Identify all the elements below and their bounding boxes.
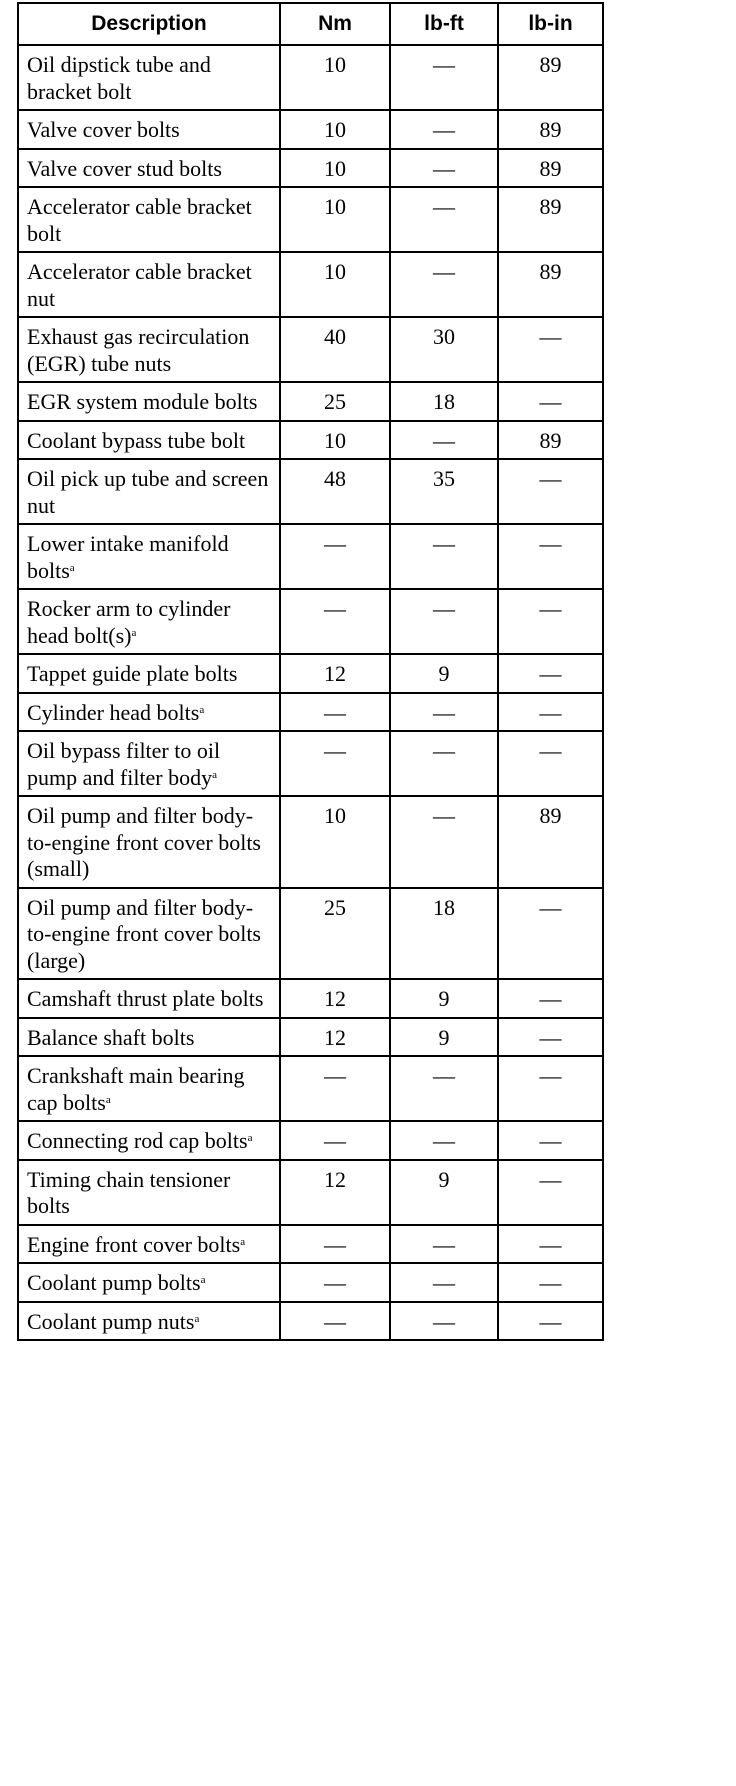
description-text: Timing chain tensioner bolts — [27, 1166, 231, 1218]
lb-in-value-cell: — — [498, 693, 603, 732]
nm-value-cell: 10 — [280, 187, 390, 252]
table-row — [18, 796, 603, 888]
footnote-marker: a — [199, 703, 205, 716]
footnote-marker: a — [247, 1132, 253, 1144]
description-text: Oil pick up tube and screen nut — [27, 466, 269, 518]
description-cell — [18, 524, 280, 589]
lb-in-value-cell: — — [498, 1056, 603, 1121]
footnote-marker: a — [194, 1312, 200, 1325]
lb-ft-value-cell: 9 — [390, 979, 498, 1018]
lb-in-value-cell: — — [498, 382, 603, 421]
description-text: Tappet guide plate bolts — [27, 661, 238, 686]
nm-value-cell: 10 — [280, 45, 390, 110]
footnote-marker: a — [105, 1093, 111, 1106]
nm-value-cell: 10 — [280, 421, 390, 460]
lb-in-value-cell: 89 — [498, 421, 603, 460]
lb-ft-value-cell: — — [390, 149, 498, 188]
description-cell — [18, 1302, 280, 1341]
table-row — [18, 382, 603, 421]
table-row — [18, 149, 603, 188]
lb-ft-value-cell: — — [390, 1121, 498, 1160]
torque-spec-table — [17, 2, 604, 1341]
description-text: Coolant pump bolts — [27, 1270, 201, 1295]
table-row — [18, 1121, 603, 1160]
description-text: Engine front cover bolts — [27, 1231, 241, 1257]
table-row — [18, 1056, 603, 1121]
nm-value-cell: — — [280, 1225, 390, 1264]
description-cell — [18, 317, 280, 382]
description-cell — [18, 979, 280, 1018]
description-text: Valve cover stud bolts — [27, 155, 222, 181]
table-row — [18, 459, 603, 524]
description-cell — [18, 654, 280, 693]
column-header-lb-ft: lb-ft — [390, 3, 498, 45]
nm-value-cell: 12 — [280, 654, 390, 693]
description-text: Oil pump and filter body-to-engine front cover bolts (large) — [27, 894, 261, 973]
lb-in-value-cell: — — [498, 731, 603, 796]
nm-value-cell: — — [280, 1056, 390, 1121]
description-cell — [18, 589, 280, 654]
description-cell — [18, 421, 280, 460]
lb-in-value-cell: — — [498, 1302, 603, 1341]
lb-in-value-cell: — — [498, 1018, 603, 1057]
lb-in-value-cell: 89 — [498, 187, 603, 252]
table-row — [18, 45, 603, 110]
lb-in-value-cell: 89 — [498, 252, 603, 317]
lb-in-value-cell: 89 — [498, 110, 603, 149]
description-cell — [18, 252, 280, 317]
table-row — [18, 187, 603, 252]
description-cell — [18, 459, 280, 524]
nm-value-cell: — — [280, 1121, 390, 1160]
nm-value-cell: 40 — [280, 317, 390, 382]
lb-in-value-cell: 89 — [498, 796, 603, 888]
description-text: Camshaft thrust plate bolts — [27, 986, 264, 1011]
lb-ft-value-cell: — — [390, 1302, 498, 1341]
nm-value-cell: 12 — [280, 1018, 390, 1057]
nm-value-cell: 25 — [280, 382, 390, 421]
footnote-marker: a — [131, 626, 137, 639]
description-cell — [18, 693, 280, 732]
nm-value-cell: 10 — [280, 110, 390, 149]
column-header-description: Description — [18, 3, 280, 45]
description-text: Crankshaft main bearing cap bolts — [27, 1063, 245, 1115]
lb-in-value-cell: — — [498, 459, 603, 524]
description-text: EGR system module bolts — [27, 389, 258, 414]
nm-value-cell: 25 — [280, 888, 390, 980]
lb-ft-value-cell: — — [390, 187, 498, 252]
description-text: Oil bypass filter to oil pump and filter body — [27, 738, 221, 790]
description-text: Balance shaft bolts — [27, 1024, 195, 1050]
description-text: Connecting rod cap bolts — [27, 1128, 248, 1153]
lb-ft-value-cell: 35 — [390, 459, 498, 524]
nm-value-cell: 10 — [280, 252, 390, 317]
lb-ft-value-cell: — — [390, 45, 498, 110]
table-row — [18, 524, 603, 589]
lb-in-value-cell: — — [498, 1225, 603, 1264]
table-row — [18, 888, 603, 980]
table-row — [18, 979, 603, 1018]
lb-ft-value-cell: — — [390, 252, 498, 317]
description-text: Oil dipstick tube and bracket bolt — [27, 52, 211, 104]
description-cell — [18, 382, 280, 421]
lb-ft-value-cell: 9 — [390, 1018, 498, 1057]
description-cell — [18, 1056, 280, 1121]
nm-value-cell: — — [280, 693, 390, 732]
description-text: Lower intake manifold bolts — [27, 531, 229, 583]
lb-in-value-cell: — — [498, 524, 603, 589]
table-row — [18, 421, 603, 460]
description-text: Oil pump and filter body-to-engine front cover bolts (small) — [27, 803, 261, 881]
lb-ft-value-cell: — — [390, 1225, 498, 1264]
nm-value-cell: 10 — [280, 149, 390, 188]
nm-value-cell: 10 — [280, 796, 390, 888]
table-row — [18, 1160, 603, 1225]
description-text: Valve cover bolts — [27, 117, 180, 142]
lb-ft-value-cell: — — [390, 1263, 498, 1302]
table-row — [18, 110, 603, 149]
description-cell — [18, 1160, 280, 1225]
nm-value-cell: — — [280, 1302, 390, 1341]
lb-ft-value-cell: — — [390, 524, 498, 589]
column-header-lb-in: lb-in — [498, 3, 603, 45]
description-text: Accelerator cable bracket bolt — [27, 194, 252, 246]
description-text: Coolant bypass tube bolt — [27, 427, 246, 453]
table-row — [18, 693, 603, 732]
description-cell — [18, 187, 280, 252]
lb-in-value-cell: — — [498, 589, 603, 654]
description-text: Cylinder head bolts — [27, 699, 200, 725]
table-row — [18, 1302, 603, 1341]
description-cell — [18, 110, 280, 149]
lb-ft-value-cell: 9 — [390, 654, 498, 693]
lb-in-value-cell: — — [498, 1121, 603, 1160]
description-text: Coolant pump nuts — [27, 1308, 195, 1334]
description-cell — [18, 1018, 280, 1057]
lb-ft-value-cell: — — [390, 421, 498, 460]
footnote-marker: a — [240, 1235, 246, 1248]
description-text: Rocker arm to cylinder head bolt(s) — [27, 596, 231, 648]
table-row — [18, 731, 603, 796]
nm-value-cell: — — [280, 524, 390, 589]
lb-ft-value-cell: — — [390, 731, 498, 796]
lb-ft-value-cell: 30 — [390, 317, 498, 382]
lb-ft-value-cell: 18 — [390, 888, 498, 980]
description-cell — [18, 1225, 280, 1264]
description-cell — [18, 888, 280, 980]
nm-value-cell: 48 — [280, 459, 390, 524]
footnote-marker: a — [200, 1274, 206, 1286]
description-text: Exhaust gas recirculation (EGR) tube nuts — [27, 324, 250, 376]
table-row — [18, 1018, 603, 1057]
table-row — [18, 1263, 603, 1302]
table-header-row — [18, 3, 603, 45]
nm-value-cell: — — [280, 731, 390, 796]
nm-value-cell: — — [280, 1263, 390, 1302]
lb-ft-value-cell: — — [390, 589, 498, 654]
lb-in-value-cell: 89 — [498, 45, 603, 110]
lb-in-value-cell: — — [498, 654, 603, 693]
description-cell — [18, 796, 280, 888]
lb-in-value-cell: — — [498, 1263, 603, 1302]
lb-ft-value-cell: — — [390, 796, 498, 888]
footnote-marker: a — [212, 768, 218, 781]
table-row — [18, 589, 603, 654]
lb-ft-value-cell: — — [390, 693, 498, 732]
table-row — [18, 317, 603, 382]
description-cell — [18, 1263, 280, 1302]
description-cell — [18, 731, 280, 796]
lb-ft-value-cell: — — [390, 110, 498, 149]
description-cell — [18, 45, 280, 110]
lb-ft-value-cell: 9 — [390, 1160, 498, 1225]
lb-in-value-cell: 89 — [498, 149, 603, 188]
table-row — [18, 252, 603, 317]
nm-value-cell: 12 — [280, 979, 390, 1018]
lb-in-value-cell: — — [498, 888, 603, 980]
lb-in-value-cell: — — [498, 317, 603, 382]
nm-value-cell: 12 — [280, 1160, 390, 1225]
description-cell — [18, 149, 280, 188]
lb-in-value-cell: — — [498, 1160, 603, 1225]
table-row — [18, 1225, 603, 1264]
description-cell — [18, 1121, 280, 1160]
lb-ft-value-cell: 18 — [390, 382, 498, 421]
lb-ft-value-cell: — — [390, 1056, 498, 1121]
lb-in-value-cell: — — [498, 979, 603, 1018]
column-header-nm: Nm — [280, 3, 390, 45]
table-row — [18, 654, 603, 693]
footnote-marker: a — [69, 561, 75, 574]
description-text: Accelerator cable bracket nut — [27, 259, 252, 311]
nm-value-cell: — — [280, 589, 390, 654]
